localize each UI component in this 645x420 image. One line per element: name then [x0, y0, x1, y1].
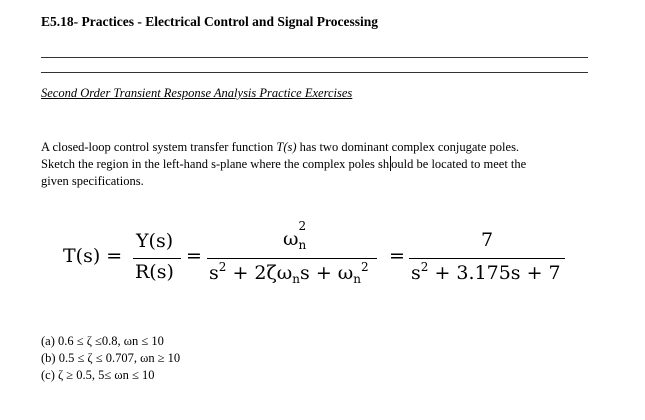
specification-item: (a) 0.6 ≤ ζ ≤0.8, ωn ≤ 10 [41, 334, 164, 348]
fraction-2-numerator: ω 2 $_n$ [283, 219, 307, 252]
fraction-1-denominator: R(s) [135, 261, 174, 283]
fraction-3-denominator: $s^2 + 3.175s + 7$ [411, 260, 561, 284]
fraction-3-numerator: 7 [481, 229, 494, 251]
section-subtitle: Second Order Transient Response Analysis Practice Exercises [41, 86, 353, 100]
specification-item: (b) 0.5 ≤ ζ ≤ 0.707, ωn ≥ 10 [41, 351, 181, 365]
equals-sign: = [389, 245, 405, 267]
problem-line: A closed-loop control system transfer function T(s) has two dominant complex conjugate poles. [41, 140, 520, 154]
fraction-2-bar [207, 258, 377, 259]
fraction-3-bar [409, 258, 565, 259]
fraction-2-denominator: $s^2 + 2\zeta\omega_ns + \omega_n^2$ [209, 260, 369, 286]
equation-lhs: T(s) = [63, 245, 123, 267]
specification-item: (c) ζ ≥ 0.5, 5≤ ωn ≤ 10 [41, 368, 155, 382]
fraction-1-numerator: Y(s) [136, 230, 174, 252]
fraction-1-bar [133, 258, 181, 259]
problem-line: Sketch the region in the left-hand s-plane where the complex poles sh ould be located to meet the [41, 157, 527, 171]
problem-line: given specifications. [41, 174, 144, 188]
equals-sign: = [186, 245, 202, 267]
document-heading: E5.18- Practices - Electrical Control and Signal Processing [41, 14, 378, 29]
